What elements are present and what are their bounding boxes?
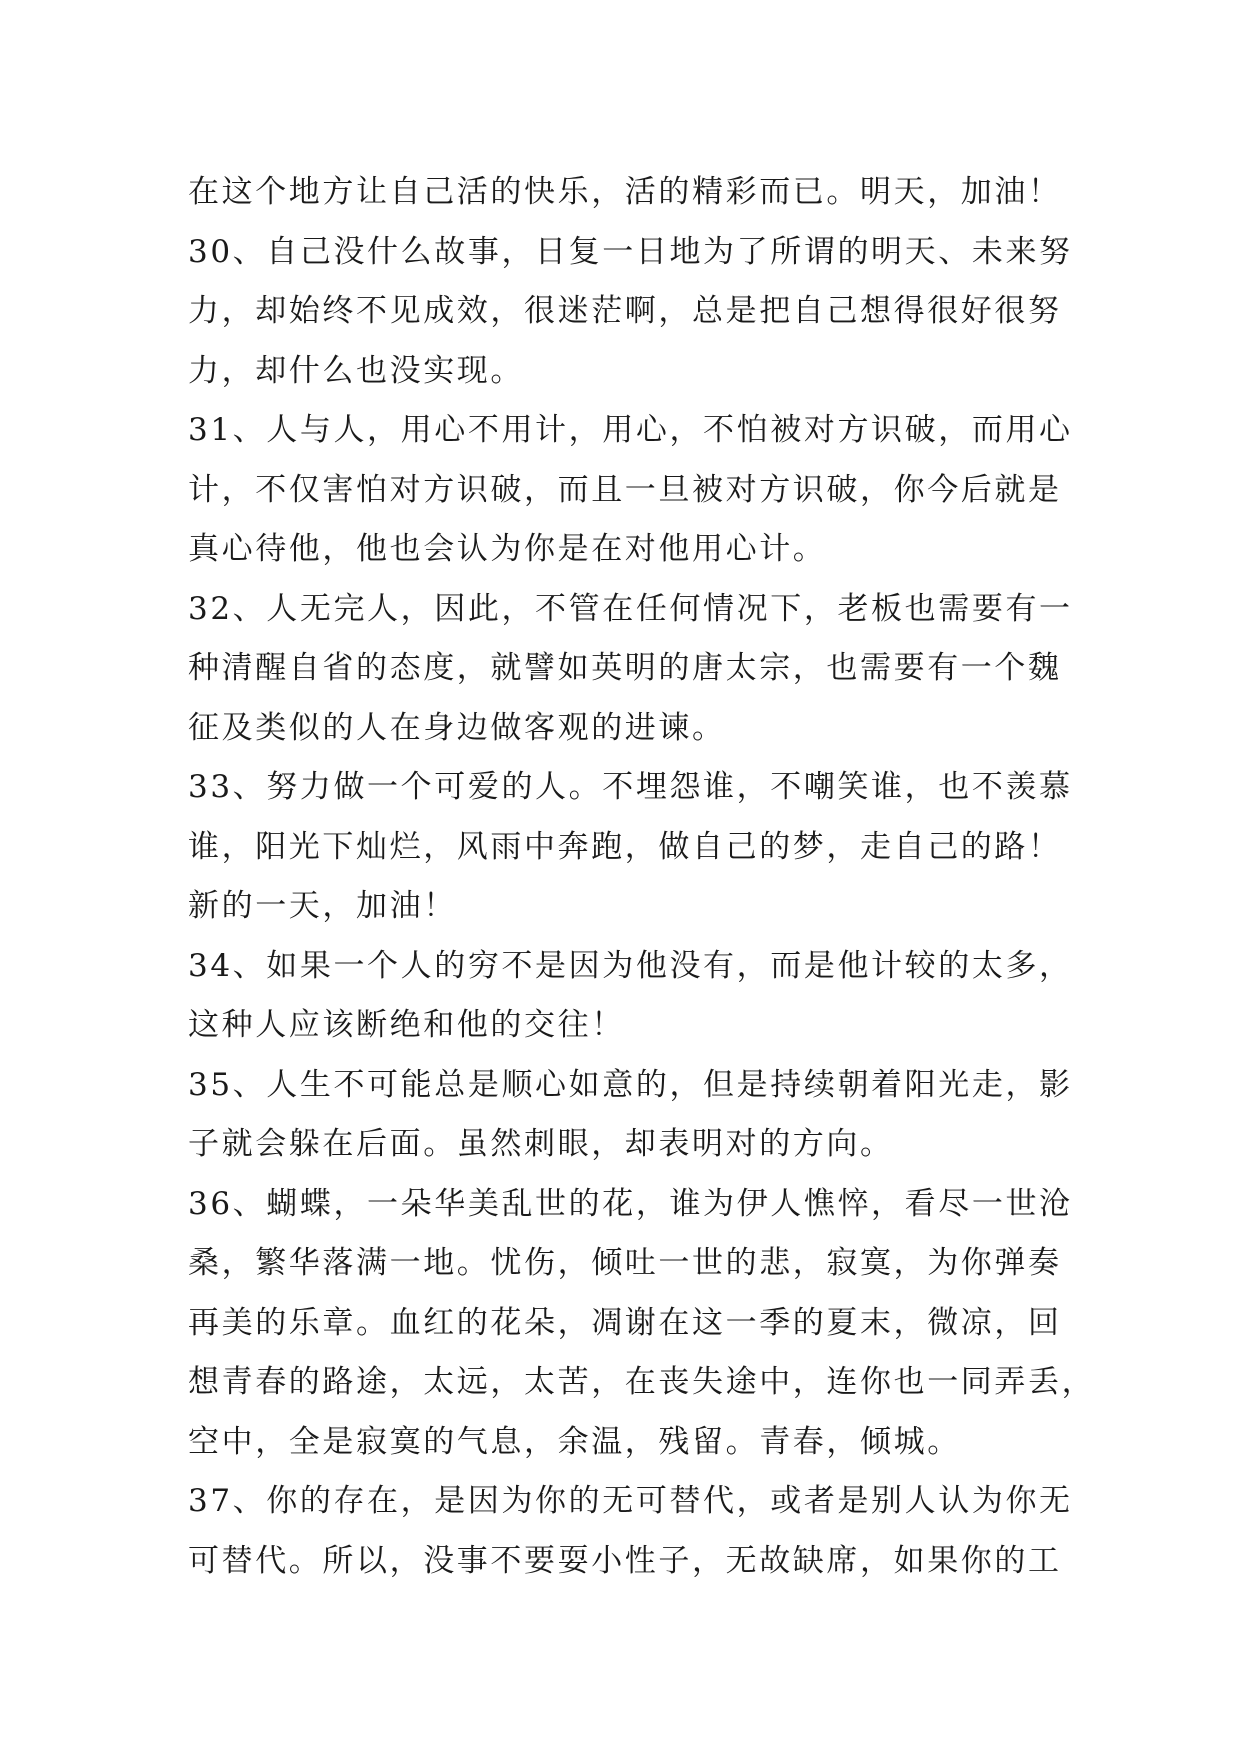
- text-line: 32、人无完人，因此，不管在任何情况下，老板也需要有一: [188, 590, 1073, 627]
- text-line: 力，却什么也没实现。: [188, 352, 524, 389]
- text-line: 真心待他，他也会认为你是在对他用心计。: [188, 531, 827, 567]
- text-line: 34、如果一个人的穷不是因为他没有，而是他计较的太多，: [188, 947, 1073, 984]
- text-line: 33、努力做一个可爱的人。不埋怨谁，不嘲笑谁，也不羡慕: [188, 769, 1073, 805]
- text-line: 征及类似的人在身边做客观的进谏。: [188, 709, 726, 746]
- text-line: 谁，阳光下灿烂，风雨中奔跑，做自己的梦，走自己的路！: [188, 828, 1062, 865]
- text-line: 子就会躲在后面。虽然刺眼，却表明对的方向。: [188, 1126, 894, 1162]
- text-line: 计，不仅害怕对方识破，而且一旦被对方识破，你今后就是: [188, 471, 1062, 508]
- text-line: 30、自己没什么故事，日复一日地为了所谓的明天、未来努: [188, 233, 1073, 270]
- body-text: [188, 163, 1096, 1591]
- text-line: 35、人生不可能总是顺心如意的，但是持续朝着阳光走，影: [188, 1066, 1073, 1103]
- text-line: 桑，繁华落满一地。忧伤，倾吐一世的悲，寂寞，为你弹奏: [188, 1245, 1062, 1281]
- text-line: 空中，全是寂寞的气息，余温，残留。青春，倾城。: [188, 1423, 961, 1460]
- text-line: 再美的乐章。血红的花朵，凋谢在这一季的夏末，微凉，回: [188, 1304, 1062, 1341]
- text-line: 这种人应该断绝和他的交往！: [188, 1007, 625, 1043]
- text-line: 可替代。所以，没事不要耍小性子，无故缺席，如果你的工: [188, 1542, 1062, 1579]
- text-line: 36、蝴蝶，一朵华美乱世的花，谁为伊人憔悴，看尽一世沧: [188, 1185, 1073, 1222]
- text-line: 37、你的存在，是因为你的无可替代，或者是别人认为你无: [188, 1483, 1073, 1519]
- text-line: 在这个地方让自己活的快乐，活的精彩而已。明天，加油！: [188, 174, 1062, 210]
- text-line: 想青春的路途，太远，太苦，在丧失途中，连你也一同弄丢，: [188, 1364, 1096, 1400]
- text-line: 31、人与人，用心不用计，用心，不怕被对方识破，而用心: [188, 412, 1073, 448]
- text-line: 种清醒自省的态度，就譬如英明的唐太宗，也需要有一个魏: [188, 650, 1062, 686]
- text-line: 力，却始终不见成效，很迷茫啊，总是把自己想得很好很努: [188, 293, 1062, 329]
- text-line: 新的一天，加油！: [188, 888, 457, 924]
